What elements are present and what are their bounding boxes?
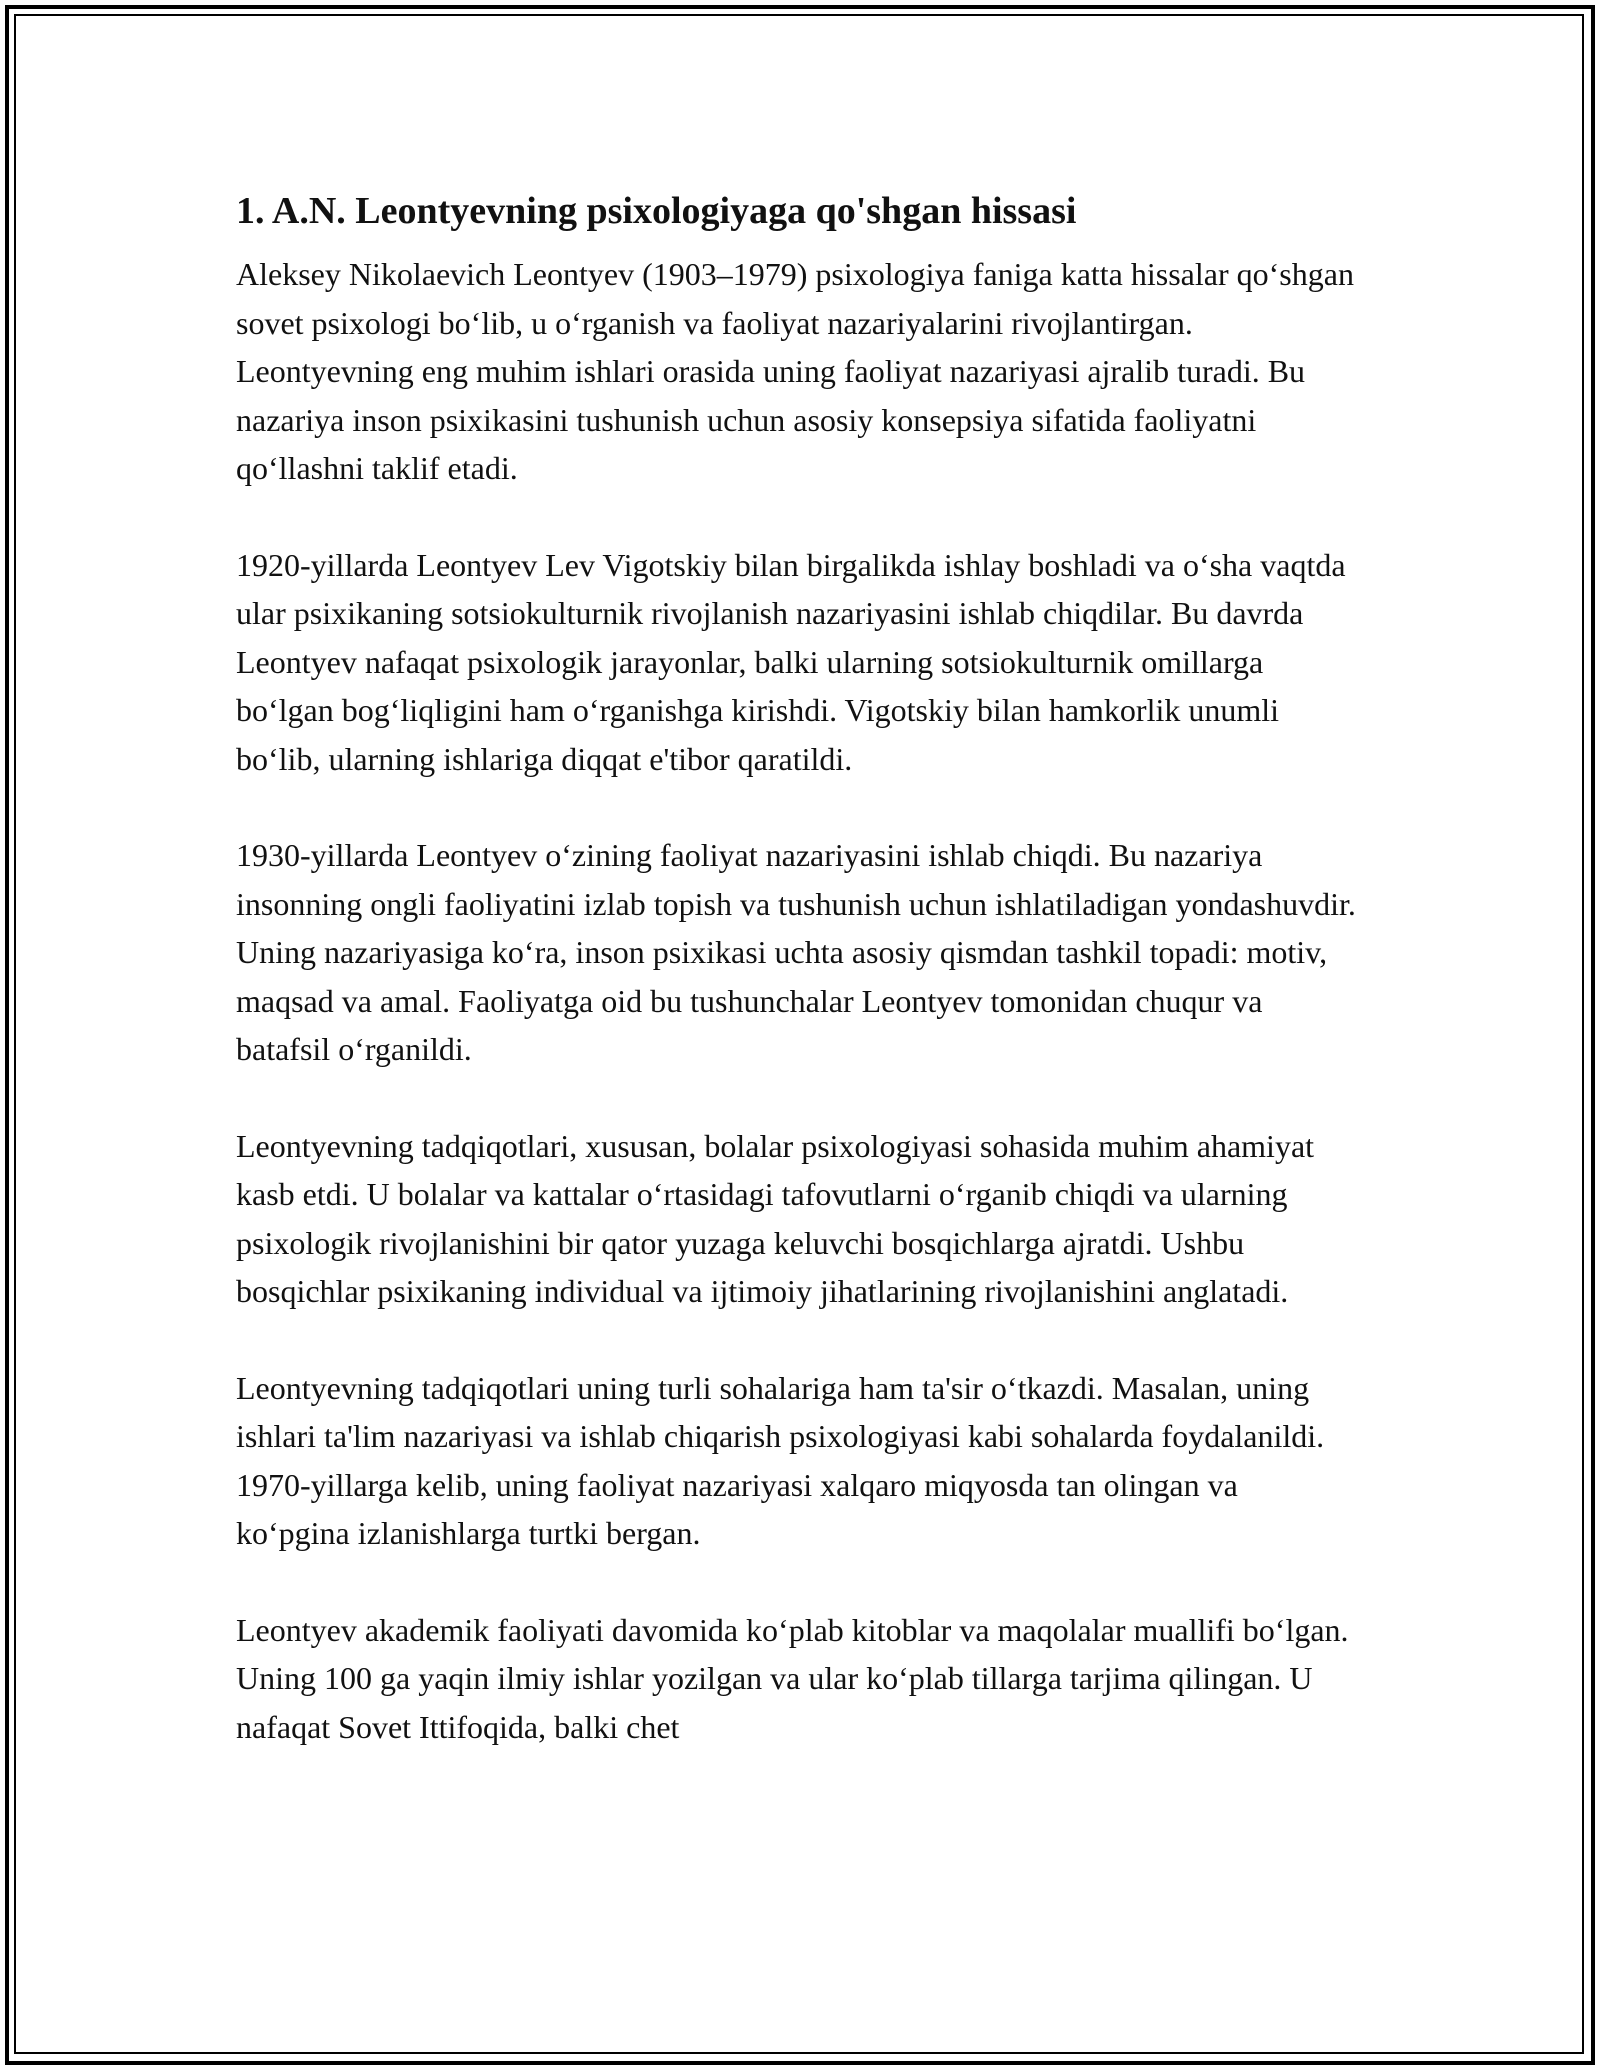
paragraph-2: 1920-yillarda Leontyev Lev Vigotskiy bilan birgalikda ishlay boshladi va o‘sha vaqtda ular psixikaning sotsiokulturnik rivojlanish nazariyasini ishlab chiqdilar. Bu davrda Leontyev nafaqat psixologik jarayonlar, balki ularning sotsiokulturnik omillarga bo‘lgan bog‘liqligini ham o‘rganishga kirishdi. Vigotskiy bilan hamkorlik unumli bo‘lib, ularning ishlariga diqqat e'tibor qaratildi.: [236, 546, 1346, 777]
paragraph-6: Leontyev akademik faoliyati davomida ko‘plab kitoblar va maqolalar muallifi bo‘lgan. Uning 100 ga yaqin ilmiy ishlar yozilgan va ular ko‘plab tillarga tarjima qilingan. U nafaqat Sovet Ittifoqida, balki chet: [236, 1611, 1349, 1745]
document-body: [236, 186, 1356, 1799]
paragraph-1: Aleksey Nikolaevich Leontyev (1903–1979) psixologiya faniga katta hissalar qo‘shgan sovet psixologi bo‘lib, u o‘rganish va faoliyat nazariyalarini rivojlantirgan. Leontyevning eng muhim ishlari orasida uning faoliyat nazariyasi ajralib turadi. Bu nazariya inson psixikasini tushunish uchun asosiy konsepsiya sifatida faoliyatni qo‘llashni taklif etadi.: [236, 256, 1354, 486]
paragraph-5: Leontyevning tadqiqotlari uning turli sohalariga ham ta'sir o‘tkazdi. Masalan, uning ishlari ta'lim nazariyasi va ishlab chiqarish psixologiyasi kabi sohalarda foydalanildi. 1970-yillarga kelib, uning faoliyat nazariyasi xalqaro miqyosda tan olingan va ko‘pgina izlanishlarga turtki bergan.: [236, 1369, 1325, 1551]
section-heading: 1. A.N. Leontyevning psixologiyaga qo'shgan hissasi: [236, 190, 1077, 232]
paragraph-3: 1930-yillarda Leontyev o‘zining faoliyat nazariyasini ishlab chiqdi. Bu nazariya insonning ongli faoliyatini izlab topish va tushunish uchun ishlatiladigan yondashuvdir. Uning nazariyasiga ko‘ra, inson psixikasi uchta asosiy qismdan tashkil topadi: motiv, maqsad va amal. Faoliyatga oid bu tushunchalar Leontyev tomonidan chuqur va batafsil o‘rganildi.: [236, 837, 1356, 1067]
paragraph-4: Leontyevning tadqiqotlari, xususan, bolalar psixologiyasi sohasida muhim ahamiyat kasb etdi. U bolalar va kattalar o‘rtasidagi tafovutlarni o‘rganib chiqdi va ularning psixologik rivojlanishini bir qator yuzaga keluvchi bosqichlarga ajratdi. Ushbu bosqichlar psixikaning individual va ijtimoiy jihatlarining rivojlanishini anglatadi.: [236, 1127, 1315, 1309]
